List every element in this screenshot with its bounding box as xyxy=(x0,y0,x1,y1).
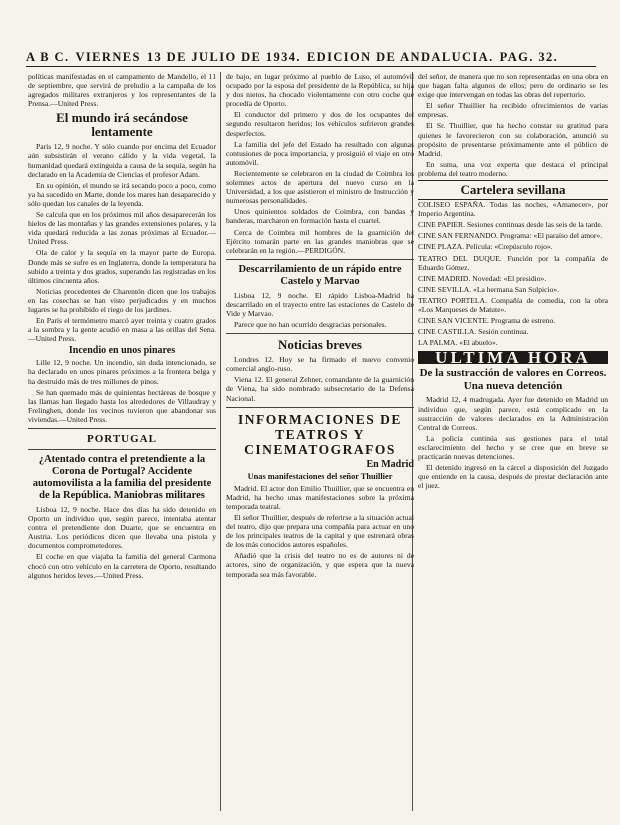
article-paragraph: El Sr. Thuillier, que ha hecho constar su gratitud para quienes le favorecieron con su colaboración, anunció su propósito de presentarse próximamente ante el público de Madrid. xyxy=(418,121,608,158)
headline-cartelera: Cartelera sevillana xyxy=(460,182,566,198)
headline-thuillier: Unas manifestaciones del señor Thuillier xyxy=(247,471,393,481)
article-paragraph: En suma, una voz experta que destaca el principal problema del teatro moderno. xyxy=(418,159,608,178)
section-rule xyxy=(226,407,414,408)
article-paragraph: Noticias procedentes de Charentón dicen que los trabajos en las cosechas se han visto perjudicados y en muchos lugares se ha prohibido el riego de los jardines. xyxy=(28,286,216,314)
section-rule xyxy=(226,333,414,334)
ultima-hora-banner: ULTIMA HORA xyxy=(418,351,608,364)
subheading-madrid: En Madrid xyxy=(366,458,414,470)
article-paragraph: Madrid. El actor don Emilio Thuillier, que se encuentra en Madrid, ha hecho unas manifestaciones sobre la próxima temporada teatral. xyxy=(226,483,414,511)
article-paragraph: La policía continúa sus gestiones para el total esclarecimiento del hecho y se cree que en breve se practicarán nuevas detenciones. xyxy=(418,433,608,461)
article-paragraph: Ola de calor y la sequía en la mayor parte de Europa. Donde más se sufre es en Inglaterra, donde la temperatura ha subido a treinta y dos grados, superando las registradas en los últimos cincuenta años. xyxy=(28,248,216,285)
article-paragraph: del señor, de manera que no son representadas en una obra en que hagan falta algunos de ellos; pero de ordinario se les exige que intervengan en todas las obras del repertorio. xyxy=(418,72,608,100)
headline-noticias: Noticias breves xyxy=(278,337,362,353)
headline-incendio: Incendio en unos pinares xyxy=(68,345,176,357)
listing-item: TEATRO PORTELA. Compañía de comedia, con la obra «Los Marqueses de Matute». xyxy=(418,295,608,314)
cartelera-frame xyxy=(418,180,608,200)
article-paragraph: El conductor del primero y dos de los ocupantes del segundo resultaron heridos; los vehículos sufrieron grandes desperfectos. xyxy=(226,110,414,138)
article-paragraph: Parece que no han ocurrido desgracias personales. xyxy=(234,320,387,330)
weekday: VIERNES xyxy=(75,50,141,64)
section-rule xyxy=(226,259,414,260)
article-paragraph: Se han quemado más de quinientas hectáreas de bosque y las llamas han llegado hasta los alrededores de Villaudray y Frelinghen, donde los vecinos tuvieron que abandonar sus viviendas.—United Press. xyxy=(28,387,216,424)
column-3 xyxy=(418,72,608,813)
article-paragraph: La familia del jefe del Estado ha resultado con algunas contusiones de poca importancia, y prosiguió el viaje en otro automóvil. xyxy=(226,139,414,167)
listing-item: CINE PLAZA. Película: «Crepúsculo rojo». xyxy=(418,242,553,252)
article-paragraph: Londres 12. Hoy se ha firmado el nuevo convenio comercial anglo-ruso. xyxy=(226,355,414,374)
article-paragraph: En París el termómetro marcó ayer treinta y cuatro grados a la sombra y la gente acudió en masa a las orillas del Sena.—United Press. xyxy=(28,316,216,344)
article-paragraph: Viena 12. El general Zehner, comandante de la guarnición de Viena, ha sido nombrado subsecretario de la Defensa Nacional. xyxy=(226,375,414,403)
column-divider xyxy=(220,72,221,811)
section-portugal: PORTUGAL xyxy=(87,433,157,445)
article-paragraph: Cerca de Coimbra mil hombres de la guarnición del Ejército tomarán parte en las grandes maniobras que se celebrarán en la región.—PERDIGÓN. xyxy=(226,227,414,255)
headline-atentado: ¿Atentado contra el pretendiente a la Corona de Portugal? Accidente automovilista a la familia del presidente de la República. Maniobras militares xyxy=(32,454,212,501)
article-paragraph: El señor Thuillier ha recibido ofrecimientos de varias empresas. xyxy=(418,101,608,120)
section-rule xyxy=(28,428,216,429)
section-rule xyxy=(28,449,216,450)
issue-date: 13 DE JULIO DE 1934. xyxy=(146,50,301,64)
article-paragraph: El detenido ingresó en la cárcel a disposición del Juzgado que entiende en la causa, después de prestar declaración ante el juez. xyxy=(418,463,608,491)
article-paragraph: Lisboa 12, 9 noche. Hace dos días ha sido detenido en Oporto un individuo que, según parece, intentaba atentar contra el pretendiente don Duarte, que se encuentra en Austria. Los periódicos dicen que llevaba una pistola y documentos comprometedores. xyxy=(28,505,216,551)
article-paragraph: Lisboa 12, 9 noche. El rápido Lisboa-Madrid ha descarrilado en el trayecto entre las estaciones de Castelo de Vide y Marvao. xyxy=(226,290,414,318)
listing-item: LA PALMA. «El abuelo». xyxy=(418,338,498,348)
article-paragraph: de bajo, en lugar próximo al pueblo de Luso, el automóvil ocupado por la esposa del presidente de la República, su hija y dos nietos, ha chocado violentamente con otro coche que procedía de Oporto. xyxy=(226,72,414,109)
page-number: PAG. 32. xyxy=(499,50,559,64)
edition-name: EDICION DE ANDALUCIA. xyxy=(306,50,494,64)
article-paragraph: París 12, 9 noche. Y sólo cuando por encima del Ecuador aún subsistirán el verano cálido y la vida vegetal, la humanidad quedará extinguida a causa de la sequía, según ha declarado en la Academia de Ciencias el profesor Adam. xyxy=(28,142,216,179)
headline-descarrilamiento: Descarrilamiento de un rápido entre Castelo y Marvao xyxy=(238,263,402,287)
article-paragraph: Madrid 12, 4 madrugada. Ayer fue detenido en Madrid un individuo que, según parece, está complicado en la sustracción de valores declarados en la Administración Central de Correos. xyxy=(418,395,608,432)
header-rule xyxy=(26,66,596,67)
listing-item: COLISEO ESPAÑA. Todas las noches, «Amanecer», por Imperio Argentina. xyxy=(418,200,608,219)
listing-item: CINE PAPIER. Sesiones continuas desde las seis de la tarde. xyxy=(418,220,603,230)
article-paragraph: Recientemente se celebraron en la ciudad de Coimbra los solemnes actos de apertura del nuevo curso en la Universidad, a los que asistieron el ministro de Instrucción y numerosas personalidades. xyxy=(226,168,414,206)
article-paragraph: El coche en que viajaba la familia del general Carmona chocó con otro vehículo en la carretera de Oporto, resultando algunos heridos leves.—United Press. xyxy=(28,552,216,580)
listing-item: CINE MADRID. Novedad: «El presidio». xyxy=(418,273,547,283)
listing-item: CINE CASTILLA. Sesión continua. xyxy=(418,327,529,337)
headline-informaciones: INFORMACIONES DE TEATROS Y CINEMATOGRAFOS xyxy=(238,411,402,457)
column-2 xyxy=(226,72,414,813)
article-paragraph: En su opinión, el mundo se irá secando poco a poco, como ya ha sucedido en Marte, donde los mares han desaparecido y sólo quedan los canales de la leyenda. xyxy=(28,180,216,208)
lead-paragraph: políticas manifestadas en el campamento de Mandello, el 11 de septiembre, que servirá de preludio a la campaña de los agregados militares extranjeros y los representantes de la Prensa.—United Press. xyxy=(28,72,216,109)
headline-mundo: El mundo irá secándose lentamente xyxy=(56,110,188,140)
article-paragraph: Añadió que la crisis del teatro no es de autores ni de actores, sino de organización, y que espera que la nueva temporada sea más favorable. xyxy=(226,551,414,579)
listing-item: CINE SAN FERNANDO. Programa: «El paraíso del amor». xyxy=(418,231,603,241)
running-head xyxy=(26,50,596,65)
headline-sustraccion: De la sustracción de valores en Correos. Una nueva detención xyxy=(419,367,607,392)
article-paragraph: El señor Thuillier, después de referirse a la situación actual del teatro, dijo que prepara una compañía para actuar en uno de los principales teatros de la capital y que estrenará obras de los más conocidos autores españoles. xyxy=(226,513,414,550)
article-paragraph: Unos quinientos soldados de Coimbra, con bandas y banderas, marcharon en formación hasta el cuartel. xyxy=(226,207,414,226)
column-1 xyxy=(28,72,216,813)
paper-name: A B C. xyxy=(26,50,70,64)
listing-item: TEATRO DEL DUQUE. Función por la compañía de Eduardo Gómez. xyxy=(418,253,608,272)
article-paragraph: Lille 12, 9 noche. Un incendio, sin duda intencionado, se ha declarado en unos pinares próximos a la frontera belga y ha destruido más de tres millones de pinos. xyxy=(28,358,216,386)
article-paragraph: Se calcula que en los próximos mil años desaparecerán los hielos de las montañas y las grandes extensiones polares, y la vida quedará reducida a las zonas próximas al Ecuador.—United Press. xyxy=(28,210,216,247)
listing-item: CINE SEVILLA. «La hermana San Sulpicio». xyxy=(418,284,560,294)
listing-item: CINE SAN VICENTE. Programa de estreno. xyxy=(418,316,556,326)
